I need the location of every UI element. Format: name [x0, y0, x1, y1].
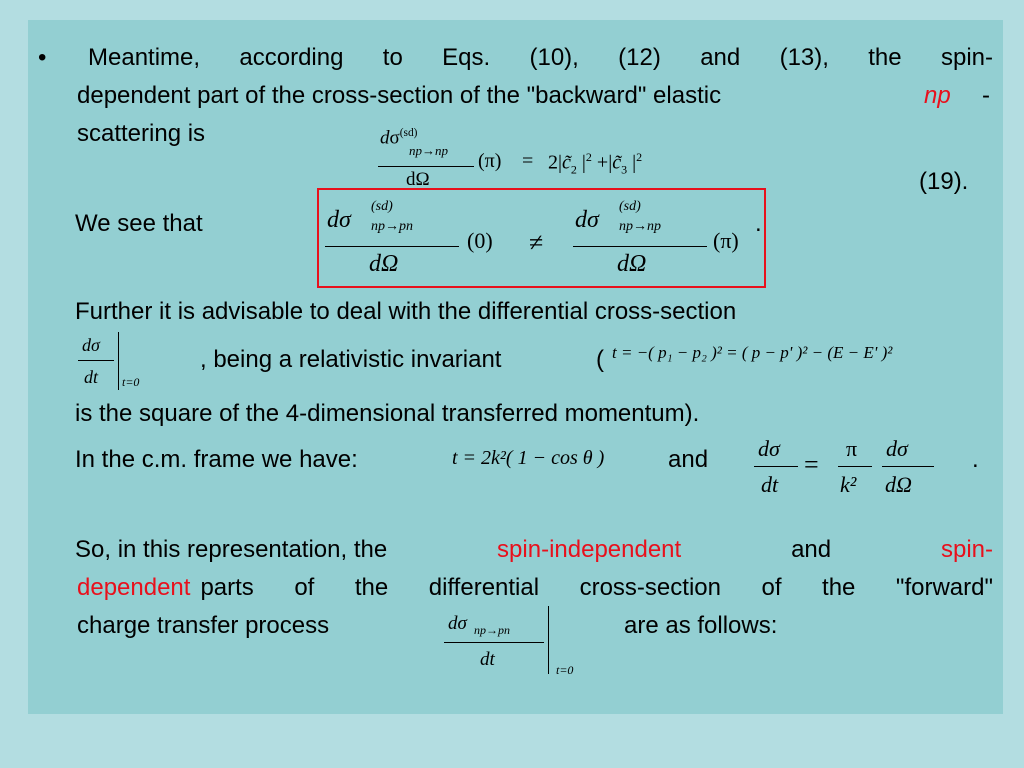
p4-line2: [77, 574, 993, 602]
p1-line3: scattering is: [77, 120, 206, 147]
spin-independent-highlight: spin-independent: [497, 536, 682, 563]
not-equal-sign: ≠: [529, 228, 544, 257]
p4-line1-text: So, in this representation, the: [75, 536, 388, 563]
slide: [28, 20, 1003, 714]
box-left-sub: np→pn: [371, 219, 413, 234]
box-right-numerator: dσ: [575, 207, 599, 233]
dsdt-fraction-bar: [78, 360, 114, 361]
rel-right-denominator: dΩ: [885, 472, 912, 497]
p3-line3: is the square of the 4-dimensional transferred momentum).: [75, 400, 700, 427]
dsdt2-numerator: dσ: [448, 613, 467, 634]
spin-highlight: spin-: [940, 536, 993, 563]
box-left-numerator: dσ: [327, 207, 351, 233]
p3-line1: Further it is advisable to deal with the differential cross-section: [75, 298, 737, 325]
p4-line1: [75, 536, 993, 564]
box-left-fraction-bar: [325, 246, 459, 247]
dependent-highlight: dependent: [77, 574, 191, 601]
box-dot: .: [755, 210, 762, 237]
rel-left-numerator: dσ: [758, 436, 780, 461]
dsdt2-denominator: dt: [480, 649, 495, 670]
box-left-arg: (0): [467, 228, 493, 253]
rel-k2: k²: [840, 472, 857, 497]
cm-frame-label: In the c.m. frame we have:: [75, 446, 358, 473]
rel-right-fraction-bar: [882, 466, 934, 467]
box-right-arg: (π): [713, 228, 739, 253]
rel-right-numerator: dσ: [886, 436, 908, 461]
rel-left-fraction-bar: [754, 466, 798, 467]
box-left-sup: (sd): [371, 199, 393, 214]
p4-line3-b: are as follows:: [624, 612, 778, 639]
p4-line2-text: parts of the differential cross-section of the "forward": [200, 574, 993, 601]
t-definition: t = −( p₁ − p₂ )² = ( p − p' )² − (E − E' )²: [612, 343, 893, 362]
p4-and: and: [791, 536, 832, 563]
p3-being: , being a relativistic invariant: [200, 346, 502, 373]
p3-end-dot: .: [972, 446, 979, 473]
boxed-inequality: [317, 188, 766, 288]
eq19-denominator: dΩ: [406, 169, 430, 190]
bullet: •: [38, 44, 47, 71]
np-highlight: np: [924, 82, 951, 109]
p4-line3-a: charge transfer process: [77, 612, 330, 639]
eq19-fraction-bar: [378, 166, 474, 167]
eq19-rhs: $2|c̃_2$ $|^2$ $+|c̃_3$ $|^2$: [548, 150, 643, 177]
eq19-numerator: $d\sigma^{(sd)}$: [380, 127, 418, 149]
eq-label-19: (19).: [919, 168, 969, 195]
eq19-equals: =: [522, 150, 534, 172]
dsdt-condition: t=0: [122, 375, 140, 389]
dsdt2-subscript: np→pn: [474, 623, 510, 637]
dsdt2-eval-bar: [548, 606, 549, 674]
we-see-that: We see that: [75, 210, 203, 237]
rel-pi-fraction-bar: [838, 466, 872, 467]
box-right-sub: np→np: [619, 219, 661, 234]
and-label: and: [668, 446, 709, 473]
p1-line2: dependent part of the cross-section of the "backward" elastic: [77, 82, 722, 109]
dsdt-numerator: dσ: [82, 335, 100, 355]
rel-left-denominator: dt: [761, 472, 779, 497]
p1-dash: -: [982, 82, 990, 109]
p1-line1: Meantime, according to Eqs. (10), (12) and (13), the spin-: [88, 44, 993, 71]
rel-equals: =: [804, 450, 819, 479]
dsdt2-condition: t=0: [556, 663, 574, 677]
dsdt-denominator: dt: [84, 367, 99, 387]
box-left-denominator: dΩ: [369, 251, 399, 277]
dsdt-eval-bar: [118, 332, 119, 390]
box-right-sup: (sd): [619, 199, 641, 214]
t-cm-formula: t = 2k²( 1 − cos θ ): [452, 447, 605, 469]
eq19-subscript: np→np: [409, 143, 448, 158]
box-right-denominator: dΩ: [617, 251, 647, 277]
dsdt2-fraction-bar: [444, 642, 544, 643]
box-right-fraction-bar: [573, 246, 707, 247]
eq19-argument: (π): [478, 150, 502, 172]
p3-open-paren: (: [596, 346, 604, 373]
rel-pi: π: [846, 436, 858, 461]
